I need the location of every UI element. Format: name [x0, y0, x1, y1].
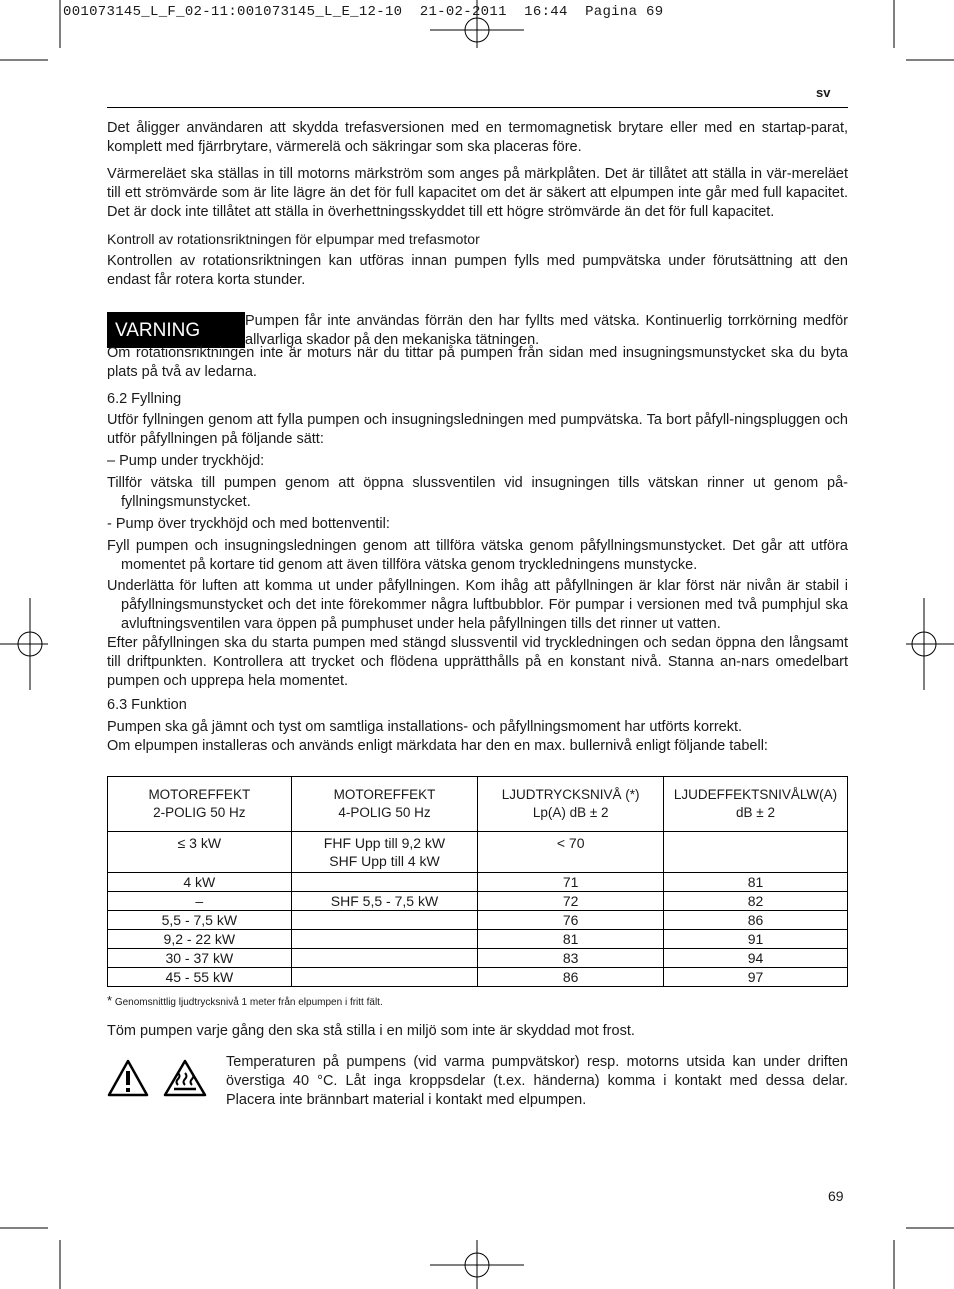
footnote-text: Genomsnittlig ljudtrycksnivå 1 meter från elpumpen i fritt fält.: [114, 997, 383, 1008]
table-cell: 76: [478, 911, 664, 930]
hot-surface-warning: [107, 1053, 848, 1110]
table-cell: [291, 873, 478, 892]
table-cell: –: [108, 892, 292, 911]
warning-icons: [107, 1053, 226, 1110]
list-item: - Pump över tryckhöjd och med bottenventil:: [107, 516, 390, 532]
table-cell: [291, 911, 478, 930]
table-cell: 97: [664, 968, 848, 987]
table-cell: [291, 949, 478, 968]
warning-text: Pumpen får inte användas förrän den har fyllts med vätska. Kontinuerlig torrkörning medför allvarliga skador på den mekaniska tätningen.: [245, 313, 848, 348]
table-cell: 72: [478, 892, 664, 911]
table-header-row: [108, 777, 848, 832]
paragraph: Underlätta för luften att komma ut under påfyllningen. Kom ihåg att påfyllningen är klar först när nivån är stabil i påfyllningsmunstycket och det inte förekommer några luftbubblor. För pumpar i versionen med två pumphjul ska avluftningsventilen vara öppen på pumphuset under hela påfyllningen tills det rinner ut vatten.: [107, 578, 848, 632]
header-rule: [107, 107, 848, 108]
table-cell: ≤ 3 kW: [108, 832, 292, 873]
language-code: sv: [816, 85, 831, 100]
page-content: [107, 119, 848, 1110]
footnote-mark: *: [107, 993, 113, 1008]
paragraph: Värmereläet ska ställas in till motorns märkström som anges på märkplåten. Det är tillåtet att ställa in vär-mereläet till ett strömvärde som är lite lägre än det för full kapacitet om det är säkert att elpumpen inte går med full kapacitet. Det är dock inte tillåtet att ställa in överhettningsskyddet till ett högre strömvärde än det för full kapacitet.: [107, 166, 848, 220]
table-cell: 83: [478, 949, 664, 968]
table-cell: 5,5 - 7,5 kW: [108, 911, 292, 930]
table-cell: 9,2 - 22 kW: [108, 930, 292, 949]
table-row: [108, 873, 848, 892]
table-row: [108, 968, 848, 987]
paragraph: Fyll pumpen och insugningsledningen genom att tillföra vätska genom påfyllningsmunstycket. Det går att utföra momentet på kortare tid genom att även tillföra vätska genom tryckledningens munstycke.: [107, 538, 848, 573]
table-row: [108, 949, 848, 968]
table-cell: 4 kW: [108, 873, 292, 892]
paragraph: Det åligger användaren att skydda trefasversionen med en termomagnetisk brytare eller med en startap-parat, komplett med fjärrbrytare, värmerelä och säkringar som ska placeras före.: [107, 120, 848, 155]
table-cell: 71: [478, 873, 664, 892]
table-cell: 86: [478, 968, 664, 987]
paragraph: Tillför vätska till pumpen genom att öppna slussventilen vid insugningen tills vätskan rinner ut genom på-fyllningsmunstycket.: [107, 475, 848, 510]
table-footnote: [107, 991, 848, 1012]
warning-triangle-icon: [107, 1059, 149, 1097]
noise-level-table: [107, 776, 848, 987]
paragraph: Kontrollen av rotationsriktningen kan utföras innan pumpen fylls med pumpvätska under förutsättning att den endast får rotera korta stunder.: [107, 253, 848, 288]
paragraph: Utför fyllningen genom att fylla pumpen och insugningsledningen med pumpvätska. Ta bort påfyll-ningspluggen och utför påfyllningen på följande sätt:: [107, 412, 848, 447]
paragraph: Töm pumpen varje gång den ska stå stilla i en miljö som inte är skyddad mot frost.: [107, 1023, 635, 1039]
page-number: 69: [828, 1188, 844, 1204]
hot-surface-text: Temperaturen på pumpens (vid varma pumpvätskor) resp. motorns utsida kan under driften överstiga 40 °C. Låt inga kroppsdelar (t.ex. händerna) komma i kontakt med dessa delar. Placera inte brännbart material i kontakt med elpumpen.: [226, 1054, 848, 1108]
paragraph: Om rotationsriktningen inte är moturs när du tittar på pumpen från sidan med insugningsmunstycket ska du byta plats på två av ledarna.: [107, 345, 848, 380]
table-cell: [291, 968, 478, 987]
table-cell: 81: [478, 930, 664, 949]
table-cell: [291, 930, 478, 949]
warning-badge: VARNING: [107, 312, 245, 348]
header-cell: LJUDEFFEKTSNIVÅLW(A) dB ± 2: [664, 777, 848, 832]
table-row: [108, 832, 848, 873]
paragraph: Om elpumpen installeras och används enligt märkdata har den en max. bullernivå enligt följande tabell:: [107, 738, 768, 754]
list-item: – Pump under tryckhöjd:: [107, 453, 265, 469]
paragraph: Efter påfyllningen ska du starta pumpen med stängd slussventil vid tryckledningen och sedan öppna den långsamt till driftpunkten. Kontrollera att trycket och flödena upprätthålls på en konstant nivå. Stanna an-nars omedelbart pumpen och upprepa hela momentet.: [107, 635, 848, 689]
table-cell: < 70: [478, 832, 664, 873]
print-slug: 001073145_L_F_02-11:001073145_L_E_12-10 21-02-2011 16:44 Pagina 69: [63, 4, 664, 20]
section-heading: Kontroll av rotationsriktningen för elpumpar med trefasmotor: [107, 231, 480, 247]
table-cell: 45 - 55 kW: [108, 968, 292, 987]
table-row: [108, 911, 848, 930]
header-cell: MOTOREFFEKT 4-POLIG 50 Hz: [291, 777, 478, 832]
header-cell: LJUDTRYCKSNIVÅ (*) Lp(A) dB ± 2: [478, 777, 664, 832]
table-cell: 82: [664, 892, 848, 911]
table-cell: [664, 832, 848, 873]
paragraph: Pumpen ska gå jämnt och tyst om samtliga installations- och påfyllningsmoment har utförts korrekt.: [107, 719, 743, 735]
section-heading: 6.3 Funktion: [107, 697, 187, 713]
table-cell: 30 - 37 kW: [108, 949, 292, 968]
table-cell: FHF Upp till 9,2 kW SHF Upp till 4 kW: [291, 832, 478, 873]
table-row: [108, 892, 848, 911]
table-cell: 81: [664, 873, 848, 892]
table-cell: 91: [664, 930, 848, 949]
section-heading: 6.2 Fyllning: [107, 391, 182, 407]
table-cell: SHF 5,5 - 7,5 kW: [291, 892, 478, 911]
table-cell: 94: [664, 949, 848, 968]
table-cell: 86: [664, 911, 848, 930]
hot-surface-icon: [163, 1059, 207, 1097]
header-cell: MOTOREFFEKT 2-POLIG 50 Hz: [108, 777, 292, 832]
table-row: [108, 930, 848, 949]
